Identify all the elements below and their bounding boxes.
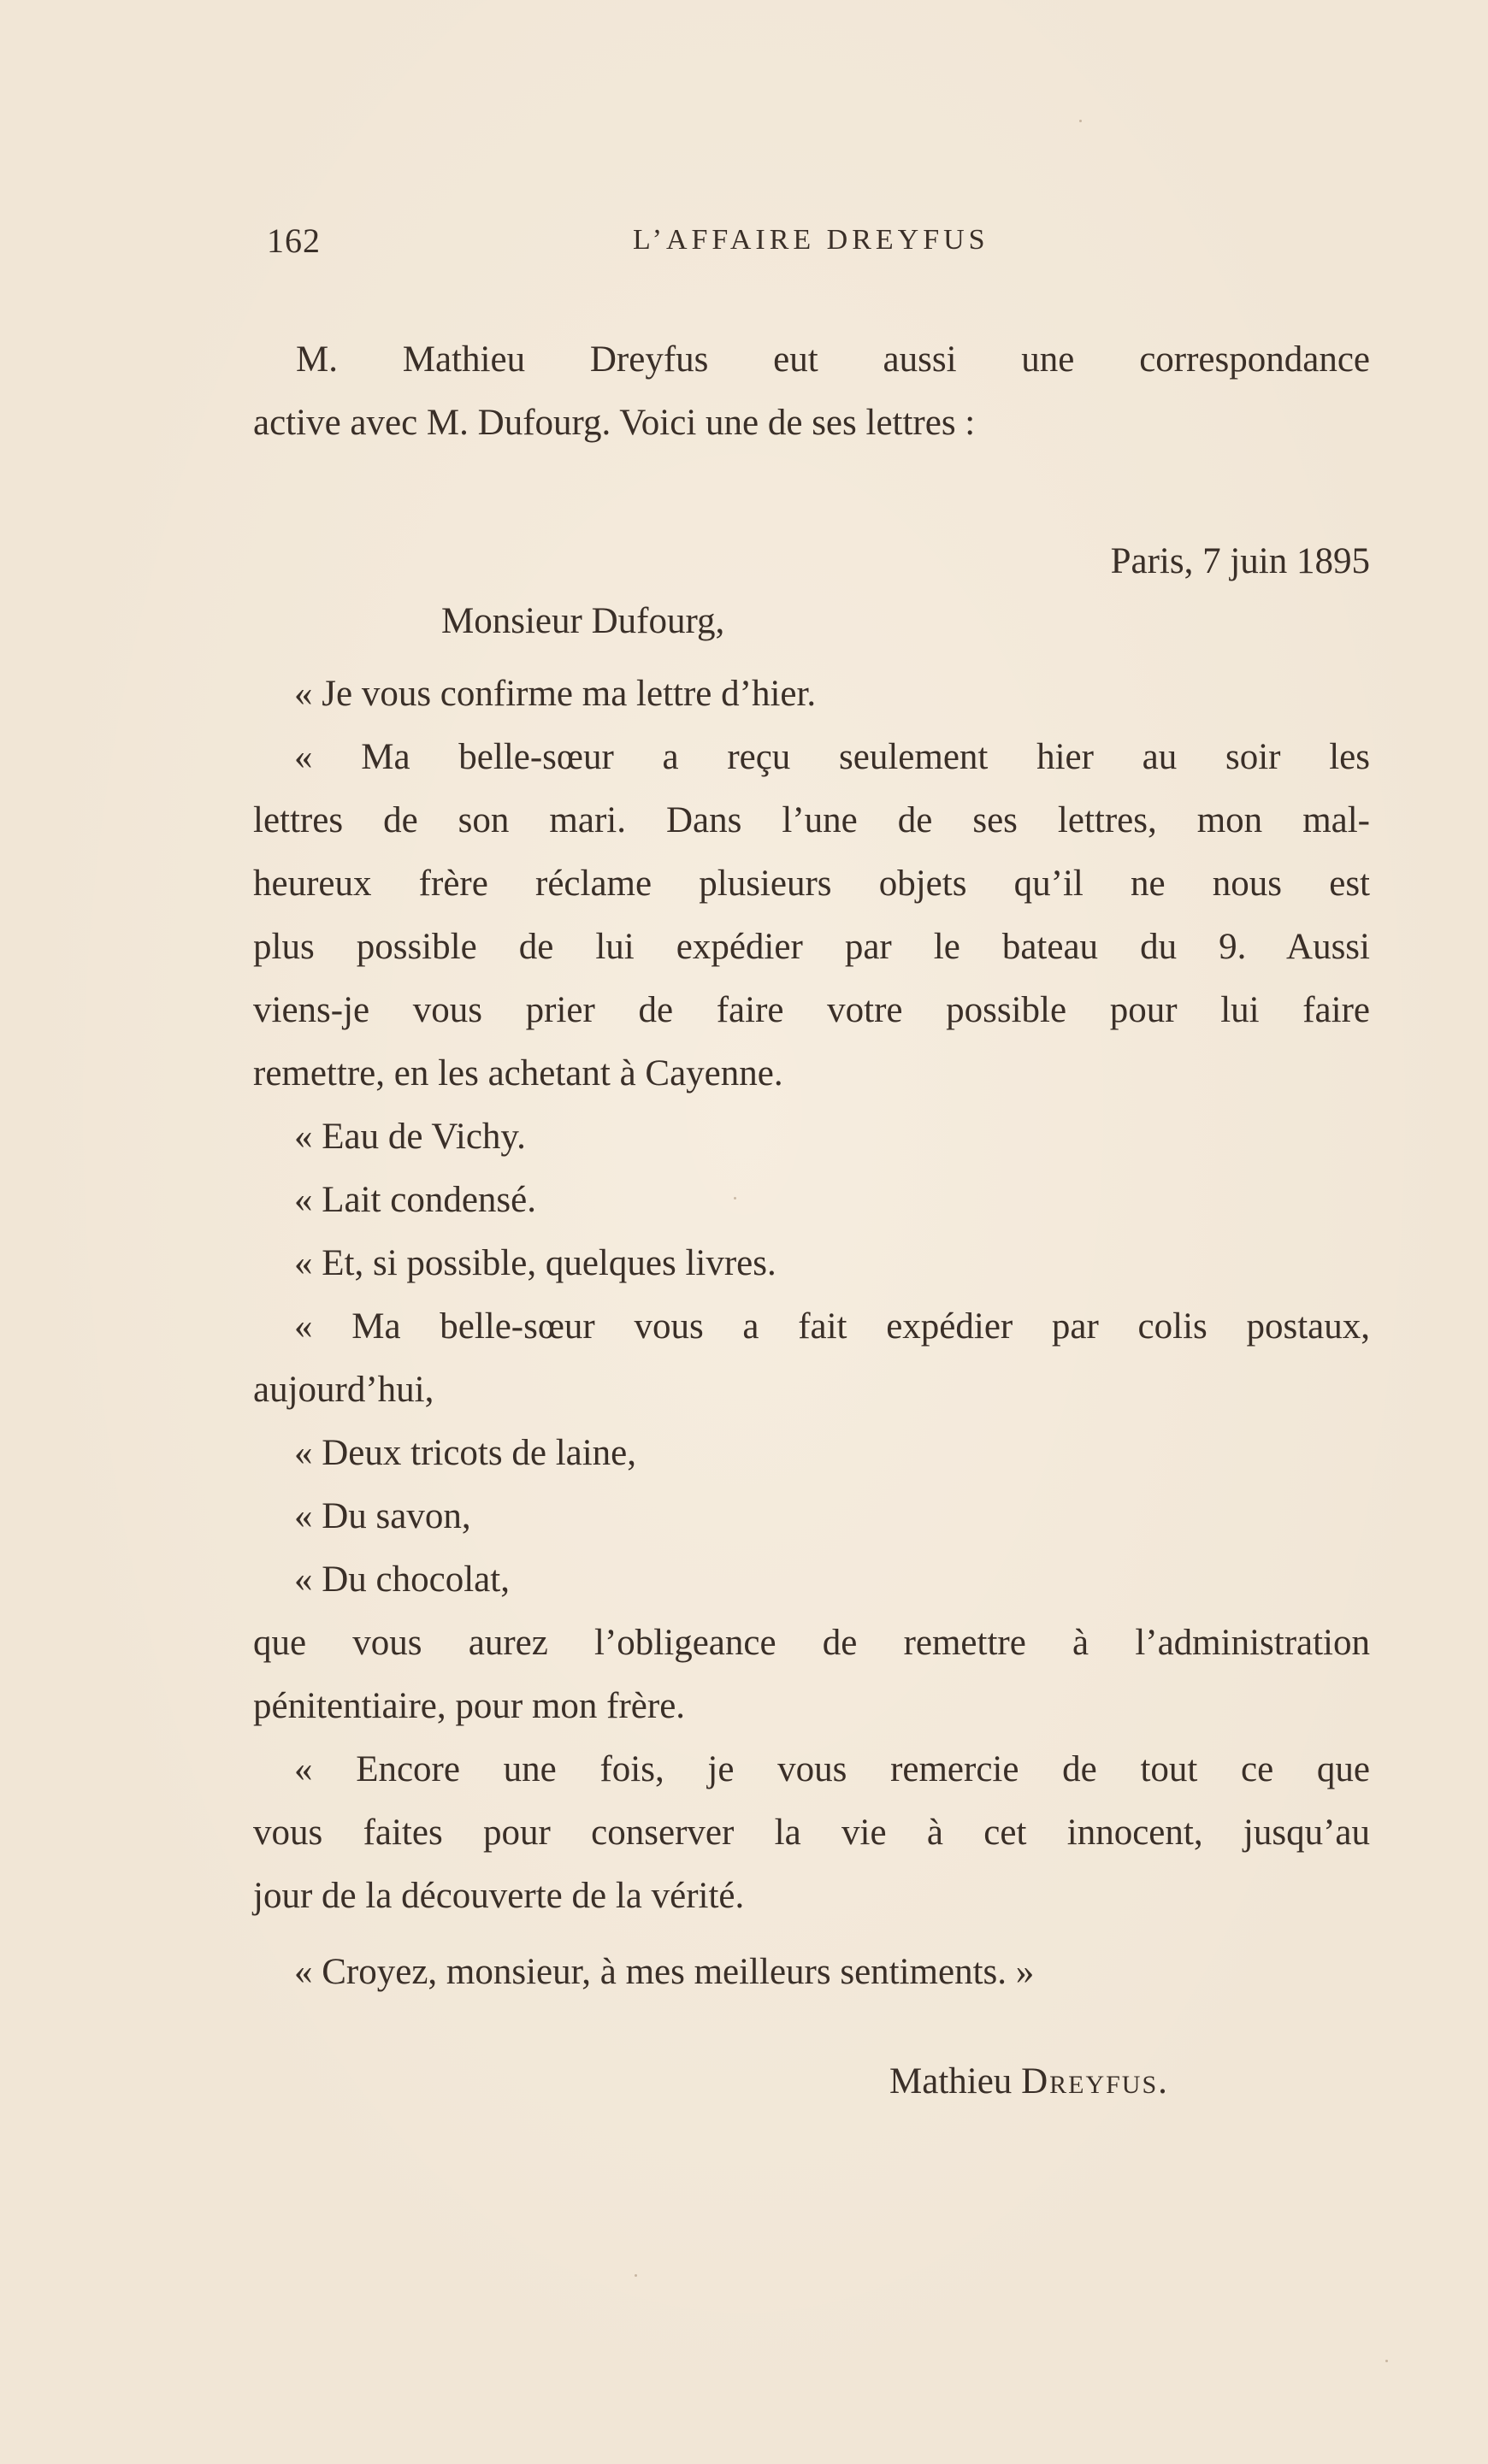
text-line: remettre, en les achetant à Cayenne. (253, 1053, 783, 1093)
paper-speck (1079, 120, 1082, 122)
text-line: viens-je vous prier de faire votre possible pour lui faire (253, 990, 1370, 1030)
text-line: vous faites pour conserver la vie à cet innocent, jusqu’au (253, 1813, 1370, 1853)
text-line: « Du chocolat, (294, 1559, 510, 1600)
paper-speck (734, 1197, 736, 1200)
text-line: « Deux tricots de laine, (294, 1433, 637, 1473)
paper-speck (1385, 2360, 1388, 2362)
text-line: « Je vous confirme ma lettre d’hier. (294, 674, 817, 714)
text-line: « Du savon, (294, 1496, 471, 1536)
letter-body (253, 663, 1370, 1928)
text-line: active avec M. Dufourg. Voici une de ses lettres : (253, 403, 976, 443)
text-line: plus possible de lui expédier par le bateau du 9. Aussi (253, 927, 1370, 967)
letter-closing (253, 1941, 1370, 2004)
page-number: 162 (267, 221, 321, 260)
text-line: « Croyez, monsieur, à mes meilleurs sentiments. » (294, 1952, 1035, 1992)
text-line: lettres de son mari. Dans l’une de ses lettres, mon mal- (253, 800, 1370, 840)
letter-salutation: Monsieur Dufourg, (441, 601, 725, 641)
text-line: que vous aurez l’obligeance de remettre à l’administration (253, 1623, 1370, 1663)
running-title: L’AFFAIRE DREYFUS (633, 224, 989, 256)
intro-paragraph (253, 328, 1370, 455)
text-line: heureux frère réclame plusieurs objets qu’il ne nous est (253, 864, 1370, 904)
text-line: « Lait condensé. (294, 1180, 536, 1220)
text-line: M. Mathieu Dreyfus eut aussi une correspondance (296, 339, 1370, 380)
letter-date: Paris, 7 juin 1895 (1110, 541, 1370, 581)
running-head (0, 221, 1488, 263)
text-line: pénitentiaire, pour mon frère. (253, 1686, 686, 1726)
signature (889, 2060, 1169, 2102)
signature-given-name: Mathieu (889, 2061, 1013, 2101)
text-line: « Ma belle-sœur vous a fait expédier par colis postaux, (294, 1306, 1370, 1347)
text-line: « Ma belle-sœur a reçu seulement hier au soir les (294, 737, 1370, 777)
paper-speck (635, 2274, 637, 2277)
signature-surname: Dreyfus. (1021, 2061, 1169, 2101)
text-line: aujourd’hui, (253, 1370, 434, 1410)
text-line: « Encore une fois, je vous remercie de tout ce que (294, 1749, 1370, 1789)
text-line: « Eau de Vichy. (294, 1117, 526, 1157)
text-line: « Et, si possible, quelques livres. (294, 1243, 776, 1283)
text-line: jour de la découverte de la vérité. (253, 1876, 745, 1916)
